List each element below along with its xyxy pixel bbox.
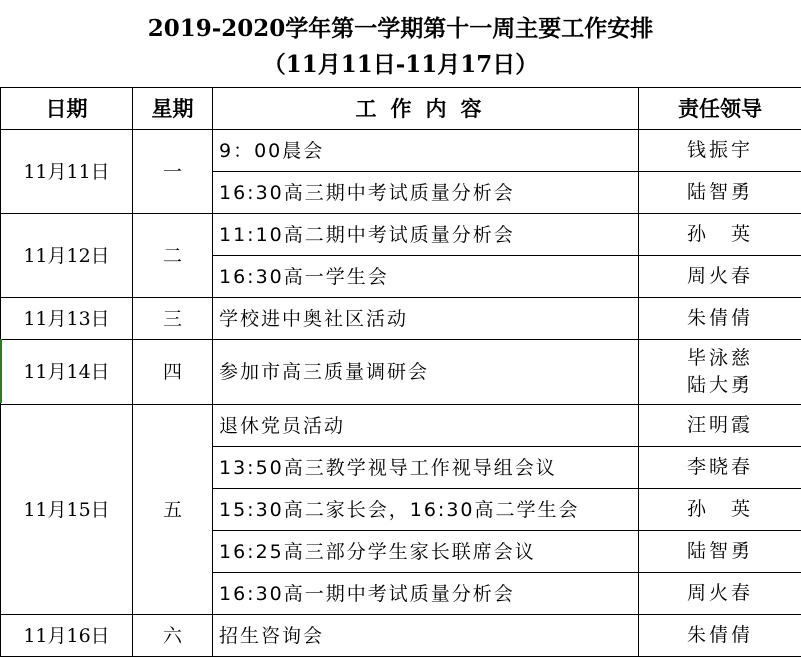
- header-weekday: 星期: [133, 88, 213, 130]
- work-item-cell: 学校进中奥社区活动: [213, 298, 639, 340]
- leader-name: 孙 英: [686, 498, 753, 520]
- weekday-cell: 六: [133, 615, 213, 657]
- leader-name: 周火春: [686, 582, 753, 604]
- table-row: [1, 298, 801, 340]
- schedule-table: [0, 87, 801, 657]
- leader-name: 毕泳慈: [686, 347, 753, 369]
- work-item-cell: 11:10高二期中考试质量分析会: [213, 214, 639, 256]
- date-cell: 11月15日: [1, 405, 133, 615]
- leader-cell: [639, 130, 801, 172]
- header-date: 日期: [1, 88, 133, 130]
- weekday-cell: 四: [133, 340, 213, 405]
- leader-name: 周火春: [686, 265, 753, 287]
- work-item-cell: 15:30高二家长会，16:30高二学生会: [213, 489, 639, 531]
- leader-name: 李晓春: [686, 456, 753, 478]
- leader-cell: [639, 531, 801, 573]
- table-row: [1, 130, 801, 172]
- leader-name: 陆大勇: [686, 374, 753, 396]
- table-row: [1, 340, 801, 405]
- work-item-cell: 招生咨询会: [213, 615, 639, 657]
- leader-name: 孙 英: [686, 223, 753, 245]
- leader-cell: [639, 447, 801, 489]
- date-range-subtitle: （11月11日-11月17日）: [262, 51, 539, 78]
- title-area: [0, 0, 801, 88]
- work-item-cell: 13:50高三教学视导工作视导组会议: [213, 447, 639, 489]
- weekday-cell: 五: [133, 405, 213, 615]
- leader-name: 朱倩倩: [686, 624, 753, 646]
- leader-cell: [639, 298, 801, 340]
- date-cell: 11月16日: [1, 615, 133, 657]
- table-row: [1, 214, 801, 256]
- work-item-cell: 16:25高三部分学生家长联席会议: [213, 531, 639, 573]
- cell-selection-accent: [0, 339, 2, 403]
- leader-name: 朱倩倩: [686, 307, 753, 329]
- leader-cell: [639, 573, 801, 615]
- work-item-cell: 9：00晨会: [213, 130, 639, 172]
- table-row: [1, 405, 801, 447]
- leader-cell: [639, 172, 801, 214]
- page-title: 2019-2020学年第一学期第十一周主要工作安排: [147, 15, 654, 42]
- weekday-cell: 三: [133, 298, 213, 340]
- leader-name: 陆智勇: [686, 181, 753, 203]
- leader-name: 陆智勇: [686, 540, 753, 562]
- work-item-cell: 16:30高一学生会: [213, 256, 639, 298]
- date-cell: 11月11日: [1, 130, 133, 214]
- work-item-cell: 参加市高三质量调研会: [213, 340, 639, 405]
- leader-cell: [639, 405, 801, 447]
- date-cell: 11月13日: [1, 298, 133, 340]
- weekday-cell: 一: [133, 130, 213, 214]
- header-leader: 责任领导: [639, 88, 801, 130]
- leader-cell: [639, 256, 801, 298]
- date-cell: 11月12日: [1, 214, 133, 298]
- date-cell: 11月14日: [1, 340, 133, 405]
- leader-cell: [639, 214, 801, 256]
- leader-name: 钱振宇: [686, 139, 753, 161]
- work-item-cell: 16:30高一期中考试质量分析会: [213, 573, 639, 615]
- leader-cell: [639, 615, 801, 657]
- leader-cell: [639, 340, 801, 405]
- work-item-cell: 16:30高三期中考试质量分析会: [213, 172, 639, 214]
- table-row: [1, 615, 801, 657]
- header-content: 工作内容: [213, 88, 639, 130]
- weekday-cell: 二: [133, 214, 213, 298]
- leader-name: 汪明霞: [686, 414, 753, 436]
- leader-cell: [639, 489, 801, 531]
- work-item-cell: 退休党员活动: [213, 405, 639, 447]
